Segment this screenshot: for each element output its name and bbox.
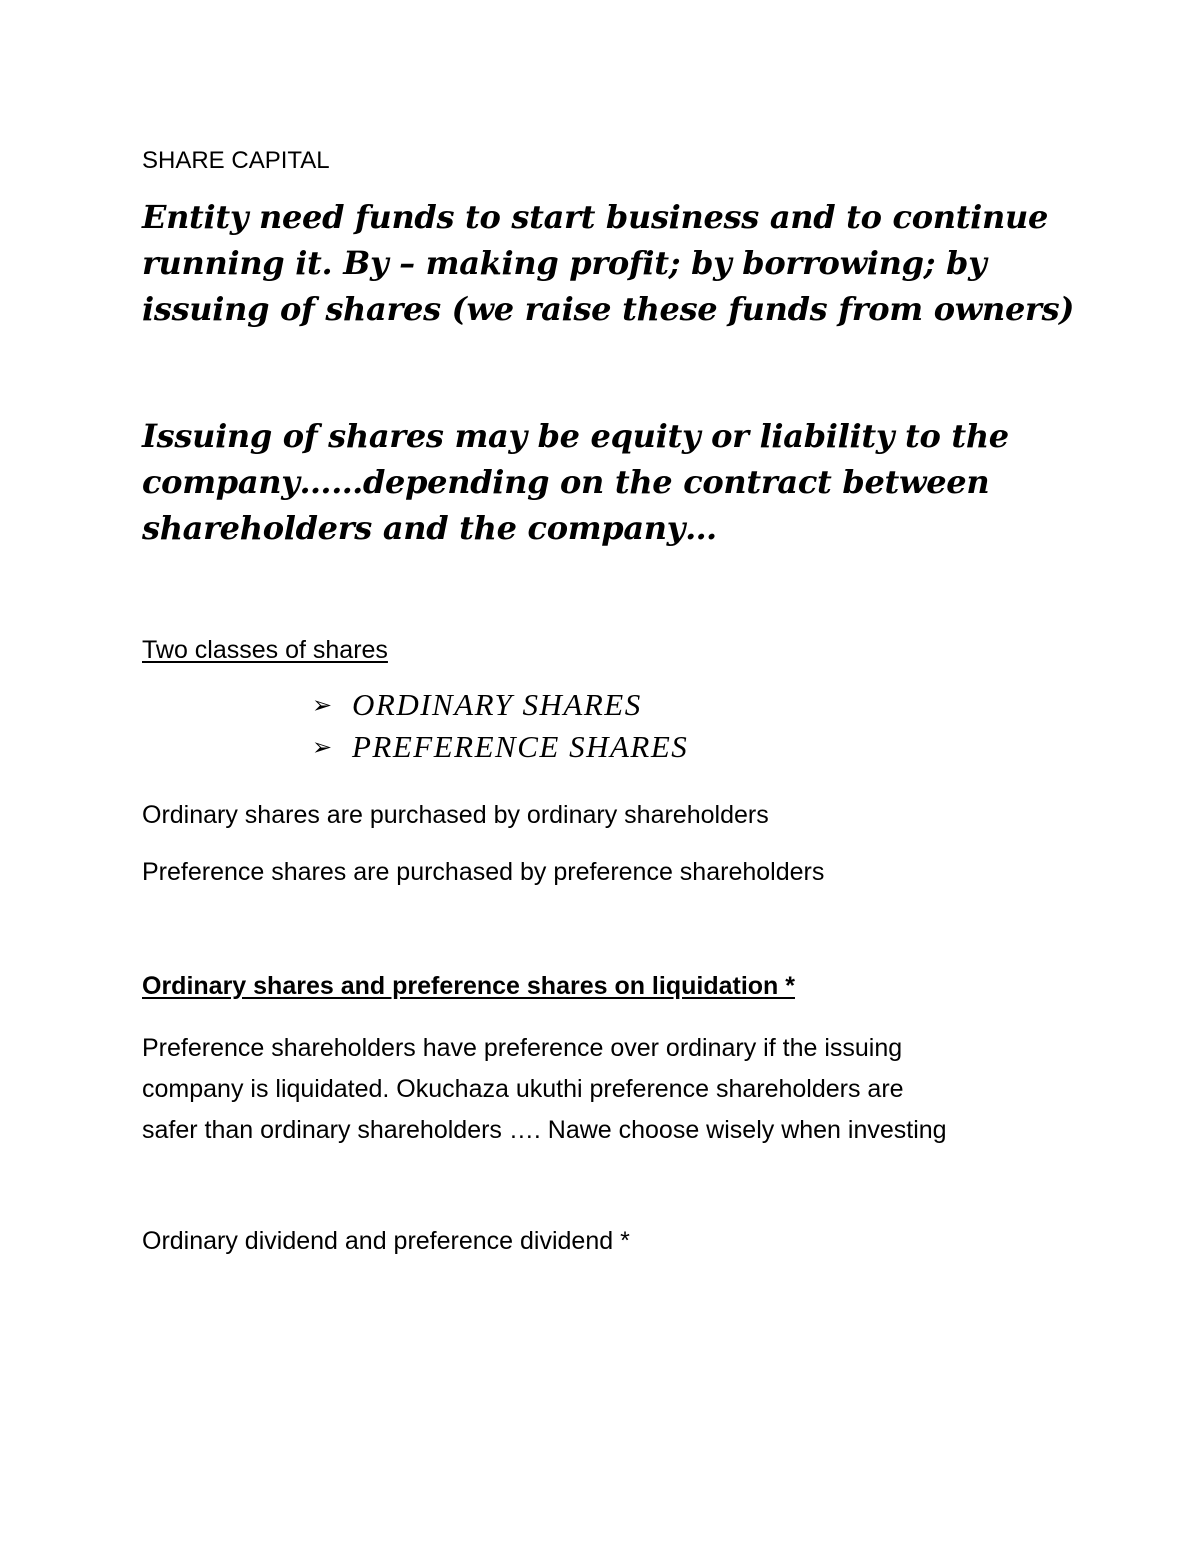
share-classes-list [312, 684, 688, 768]
page-title: SHARE CAPITAL [142, 147, 330, 174]
intro-line: issuing of shares (we raise these funds from owners) [142, 290, 1075, 328]
ordinary-purchase-text: Ordinary shares are purchased by ordinary shareholders [142, 801, 769, 829]
arrowhead-bullet-icon: ➢ [312, 691, 333, 719]
equity-paragraph [142, 413, 1009, 551]
dividend-text: Ordinary dividend and preference dividend * [142, 1227, 630, 1255]
liquidation-line: company is liquidated. Okuchaza ukuthi preference shareholders are [142, 1075, 904, 1103]
equity-line: shareholders and the company… [142, 509, 717, 547]
list-item [312, 726, 688, 768]
equity-line: Issuing of shares may be equity or liability to the [142, 417, 1009, 455]
classes-heading: Two classes of shares [142, 636, 388, 664]
arrowhead-bullet-icon: ➢ [312, 733, 333, 761]
intro-paragraph [142, 194, 1074, 332]
intro-line: running it. By – making profit; by borrowing; by [142, 244, 987, 282]
liquidation-paragraph [142, 1028, 947, 1151]
liquidation-line: Preference shareholders have preference over ordinary if the issuing [142, 1034, 903, 1062]
preference-purchase-text: Preference shares are purchased by preference shareholders [142, 858, 825, 886]
equity-line: company……depending on the contract between [142, 463, 990, 501]
list-item-label: PREFERENCE SHARES [352, 729, 689, 764]
liquidation-line: safer than ordinary shareholders …. Nawe choose wisely when investing [142, 1116, 947, 1144]
list-item [312, 684, 688, 726]
intro-line: Entity need funds to start business and to continue [142, 198, 1049, 236]
list-item-label: ORDINARY SHARES [352, 687, 642, 722]
liquidation-heading: Ordinary shares and preference shares on liquidation * [142, 972, 795, 1000]
